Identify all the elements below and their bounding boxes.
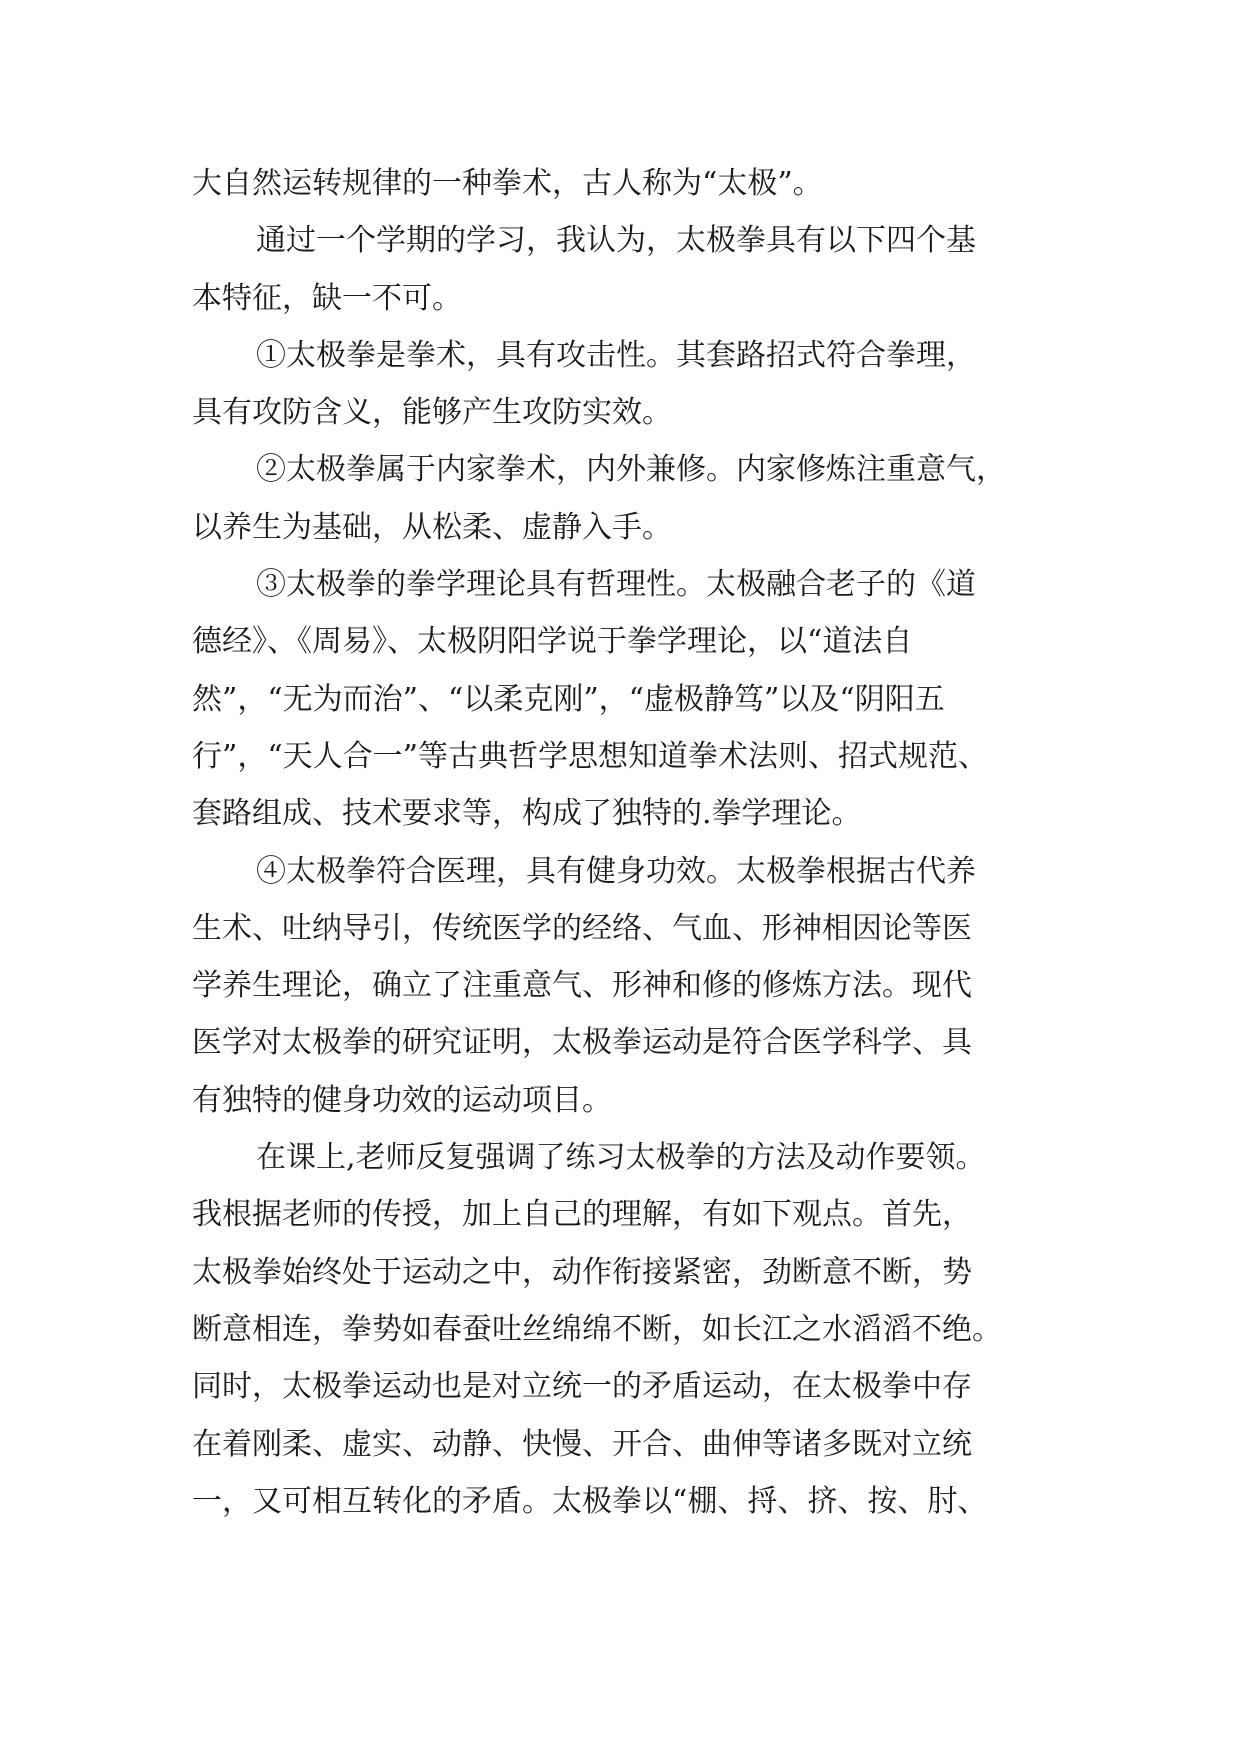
text-line: ④太极拳符合医理，具有健身功效。太极拳根据古代养 xyxy=(256,853,976,889)
text-line: 具有攻防含义，能够产生攻防实效。 xyxy=(192,395,672,431)
text-line: 学养生理论，确立了注重意气、形神和修的修炼方法。现代 xyxy=(192,968,972,1004)
text-line: 我根据老师的传授，加上自己的理解，有如下观点。首先， xyxy=(192,1197,972,1233)
text-line: ①太极拳是拳术，具有攻击性。其套路招式符合拳理， xyxy=(256,337,976,373)
text-line: 断意相连，拳势如春蚕吐丝绵绵不断，如长江之水滔滔不绝。 xyxy=(192,1311,1002,1347)
text-line: ③太极拳的拳学理论具有哲理性。太极融合老子的《道 xyxy=(256,567,976,603)
text-line: 本特征，缺一不可。 xyxy=(192,280,462,316)
text-line: 套路组成、技术要求等，构成了独特的.拳学理论。 xyxy=(192,796,862,832)
text-line: 在着刚柔、虚实、动静、快慢、开合、曲伸等诸多既对立统 xyxy=(192,1426,972,1462)
text-line: 生术、吐纳导引，传统医学的经络、气血、形神相因论等医 xyxy=(192,910,972,946)
text-line: 医学对太极拳的研究证明，太极拳运动是符合医学科学、具 xyxy=(192,1025,972,1061)
text-line: 在课上,老师反复强调了练习太极拳的方法及动作要领。 xyxy=(256,1140,986,1176)
text-line: 行”，“天人合一”等古典哲学思想知道拳术法则、招式规范、 xyxy=(192,738,989,774)
text-line: ②太极拳属于内家拳术，内外兼修。内家修炼注重意气， xyxy=(256,452,1006,488)
text-line: 然”，“无为而治”、“以柔克刚”，“虚极静笃”以及“阴阳五 xyxy=(192,681,945,717)
text-line: 太极拳始终处于运动之中，动作衔接紧密，劲断意不断，势 xyxy=(192,1254,972,1290)
body-text xyxy=(192,155,1047,1530)
text-line: 通过一个学期的学习，我认为，太极拳具有以下四个基 xyxy=(256,223,976,259)
text-line: 德经》、《周易》、太极阴阳学说于拳学理论，以“道法自 xyxy=(192,624,913,660)
text-line: 一，又可相互转化的矛盾。太极拳以“棚、捋、挤、按、肘、 xyxy=(192,1483,988,1519)
text-line: 有独特的健身功效的运动项目。 xyxy=(192,1082,612,1118)
text-line: 大自然运转规律的一种拳术，古人称为“太极”。 xyxy=(192,166,823,201)
text-line: 同时，太极拳运动也是对立统一的矛盾运动，在太极拳中存 xyxy=(192,1369,972,1405)
text-line: 以养生为基础，从松柔、虚静入手。 xyxy=(192,509,672,545)
